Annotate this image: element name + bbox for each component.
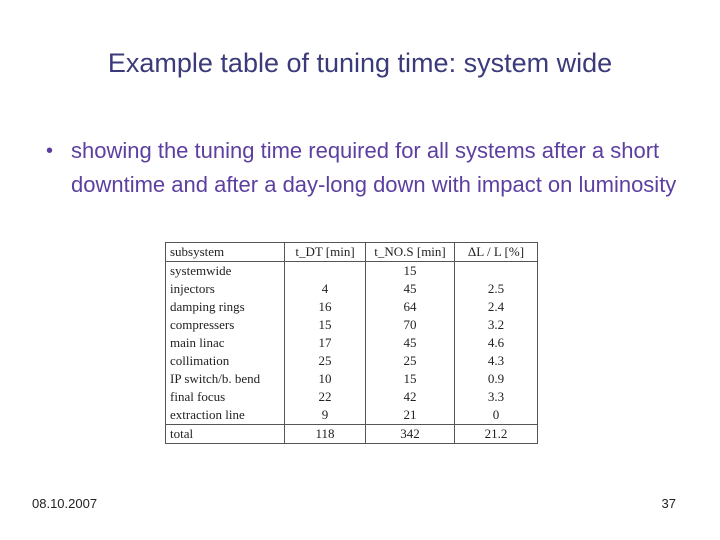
luminosity-cell: 3.2 xyxy=(487,317,505,332)
footer-date: 08.10.2007 xyxy=(32,496,98,511)
no-short-cell: 15 xyxy=(366,262,455,281)
total-label: total xyxy=(166,425,285,444)
table-row xyxy=(166,370,538,388)
table-row xyxy=(166,280,538,298)
no-short-cell: 25 xyxy=(366,352,455,370)
luminosity-cell: 0.9 xyxy=(487,371,505,386)
table-row xyxy=(166,262,538,281)
downtime-cell: 10 xyxy=(285,370,366,388)
subsystem-cell: injectors xyxy=(166,280,285,298)
table-row xyxy=(166,388,538,406)
downtime-cell: 17 xyxy=(285,334,366,352)
no-short-cell: 42 xyxy=(366,388,455,406)
no-short-cell: 21 xyxy=(366,406,455,425)
subsystem-cell: systemwide xyxy=(166,262,285,281)
no-short-cell: 45 xyxy=(366,334,455,352)
page-number: 37 xyxy=(661,496,676,511)
luminosity-cell: 2.5 xyxy=(487,281,505,296)
table-row xyxy=(166,316,538,334)
subsystem-cell: main linac xyxy=(166,334,285,352)
bullet-text: showing the tuning time required for all systems after a short downtime and after a day-long down with impact on luminosity xyxy=(71,138,677,197)
no-short-cell: 64 xyxy=(366,298,455,316)
header-subsystem: subsystem xyxy=(166,243,285,262)
subsystem-cell: compressers xyxy=(166,316,285,334)
no-short-cell: 70 xyxy=(366,316,455,334)
downtime-cell xyxy=(285,262,366,281)
table-header-row xyxy=(166,243,538,262)
table-body xyxy=(166,262,538,425)
luminosity-cell: 4.6 xyxy=(487,335,505,350)
header-no-short: t_NO.S [min] xyxy=(366,243,455,262)
downtime-cell: 16 xyxy=(285,298,366,316)
total-luminosity: 21.2 xyxy=(455,425,538,444)
tuning-time-table xyxy=(165,242,538,444)
table-total-row xyxy=(166,425,538,444)
downtime-cell: 9 xyxy=(285,406,366,425)
subsystem-cell: collimation xyxy=(166,352,285,370)
downtime-cell: 22 xyxy=(285,388,366,406)
table-row xyxy=(166,352,538,370)
downtime-cell: 4 xyxy=(285,280,366,298)
downtime-cell: 15 xyxy=(285,316,366,334)
header-luminosity: ΔL / L [%] xyxy=(455,243,538,262)
luminosity-cell: 4.3 xyxy=(487,353,505,368)
table-row xyxy=(166,406,538,425)
subsystem-cell: final focus xyxy=(166,388,285,406)
luminosity-cell: 3.3 xyxy=(487,389,505,404)
table-row xyxy=(166,334,538,352)
bullet-icon: • xyxy=(46,140,54,162)
luminosity-cell: 0 xyxy=(492,407,500,422)
subsystem-cell: extraction line xyxy=(166,406,285,425)
no-short-cell: 45 xyxy=(366,280,455,298)
slide-title: Example table of tuning time: system wide xyxy=(107,48,613,78)
table-row xyxy=(166,298,538,316)
total-downtime: 118 xyxy=(285,425,366,444)
no-short-cell: 15 xyxy=(366,370,455,388)
luminosity-cell xyxy=(455,262,538,281)
subsystem-cell: damping rings xyxy=(166,298,285,316)
header-downtime: t_DT [min] xyxy=(285,243,366,262)
subsystem-cell: IP switch/b. bend xyxy=(166,370,285,388)
downtime-cell: 25 xyxy=(285,352,366,370)
total-no-short: 342 xyxy=(366,425,455,444)
luminosity-cell: 2.4 xyxy=(487,299,505,314)
